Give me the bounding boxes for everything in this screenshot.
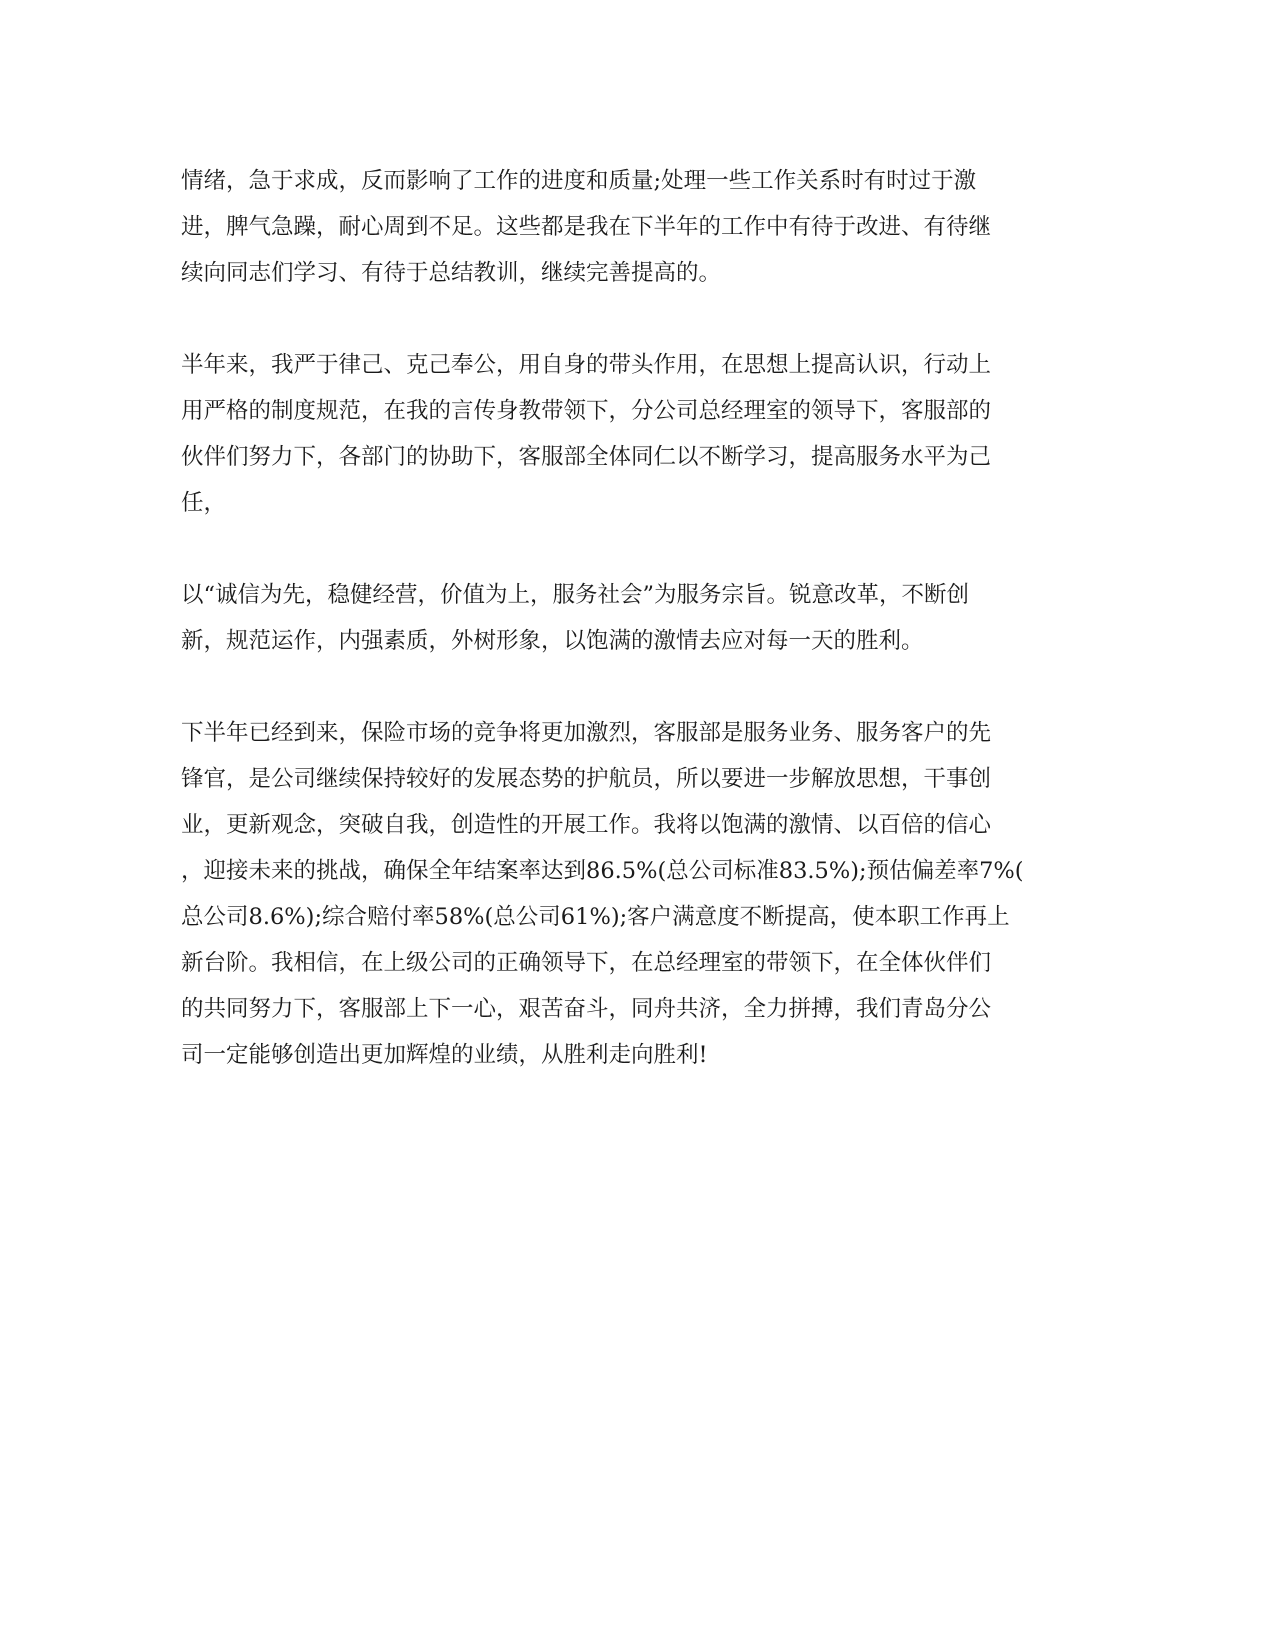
- text-line: ，迎接未来的挑战，确保全年结案率达到86.5%(总公司标准83.5%);预估偏差率7%(: [181, 858, 1024, 884]
- paragraph-2: [181, 342, 1091, 526]
- text-line: 情绪，急于求成，反而影响了工作的进度和质量;处理一些工作关系时有时过于激: [181, 168, 977, 194]
- text-line: 总公司8.6%);综合赔付率58%(总公司61%);客户满意度不断提高，使本职工作再上: [181, 904, 1010, 930]
- text-line: 进，脾气急躁，耐心周到不足。这些都是我在下半年的工作中有待于改进、有待继: [181, 214, 992, 240]
- text-line: 下半年已经到来，保险市场的竞争将更加激烈，客服部是服务业务、服务客户的先: [181, 720, 992, 746]
- text-line: 用严格的制度规范，在我的言传身教带领下，分公司总经理室的领导下，客服部的: [181, 398, 992, 424]
- text-line: 业，更新观念，突破自我，创造性的开展工作。我将以饱满的激情、以百倍的信心: [181, 812, 992, 838]
- text-line: 续向同志们学习、有待于总结教训，继续完善提高的。: [181, 260, 722, 286]
- text-line: 任，: [181, 490, 227, 516]
- text-line: 司一定能够创造出更加辉煌的业绩，从胜利走向胜利!: [181, 1042, 708, 1068]
- paragraph-1: [181, 158, 1091, 296]
- text-line: 伙伴们努力下，各部门的协助下，客服部全体同仁以不断学习，提高服务水平为己: [181, 444, 992, 470]
- paragraph-3: [181, 572, 1091, 664]
- text-line: 新，规范运作，内强素质，外树形象，以饱满的激情去应对每一天的胜利。: [181, 628, 924, 654]
- text-line: 半年来，我严于律己、克己奉公，用自身的带头作用，在思想上提高认识，行动上: [181, 352, 992, 378]
- document-body: [181, 158, 1091, 1078]
- text-line: 以“诚信为先，稳健经营，价值为上，服务社会”为服务宗旨。锐意改革，不断创: [181, 582, 970, 608]
- text-line: 的共同努力下，客服部上下一心，艰苦奋斗，同舟共济，全力拼搏，我们青岛分公: [181, 996, 992, 1022]
- text-line: 新台阶。我相信，在上级公司的正确领导下，在总经理室的带领下，在全体伙伴们: [181, 950, 992, 976]
- paragraph-4: [181, 710, 1091, 1078]
- text-line: 锋官，是公司继续保持较好的发展态势的护航员，所以要进一步解放思想，干事创: [181, 766, 992, 792]
